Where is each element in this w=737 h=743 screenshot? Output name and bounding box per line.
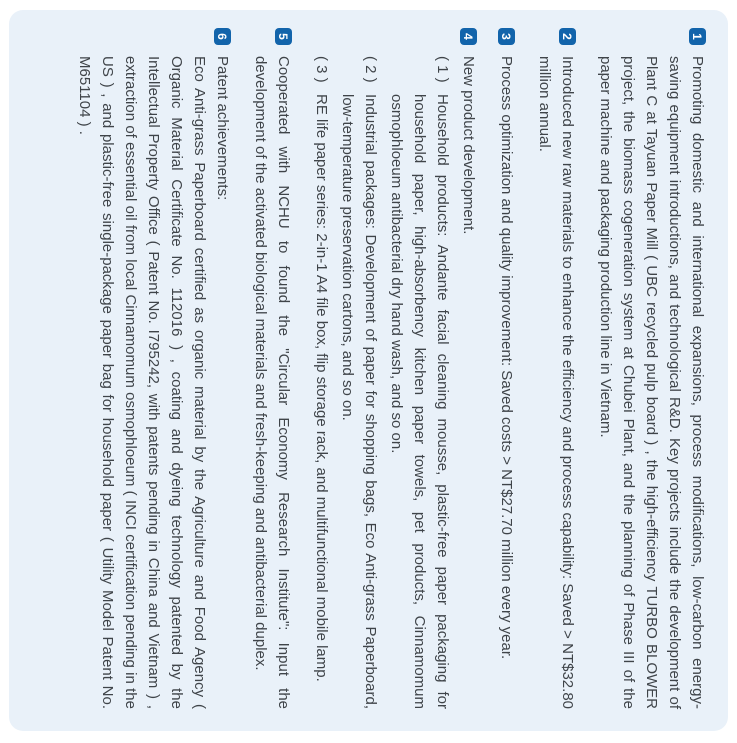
item-text-2: Introduced new raw materials to enhance the efficiency and process capability: Saved > NT$32.80 million annual. (536, 56, 576, 709)
item-text-3: Process optimization and quality improvement: Saved costs > NT$27.70 million every year. (498, 56, 515, 660)
sub-item-1-text: Household products: Andante facial cleaning mousse, plastic-free paper packaging for household paper, high-absorbency kitchen paper towels, pet products, Cinnamomum osmophloeum antibacterial dry hand wash, and so on. (388, 94, 451, 709)
list-item-1 (594, 28, 709, 709)
item-text-4 (310, 56, 480, 709)
item-6-heading: Patent achievements: (214, 56, 231, 201)
sub-item-2-marker: ( 2 ) (362, 56, 379, 83)
sub-item-3 (310, 56, 333, 709)
list-item-6 (73, 28, 234, 709)
sub-item-3-marker: ( 3 ) (313, 56, 330, 83)
item-text-1: Promoting domestic and international expansions, process modifications, low-carbon energy-saving equipment introductions, and technological R&D. Key projects include the development of Plant C at Tayuan Paper Mill ( UBC recycled pulp board ) , the high-efficiency TURBO BLOWER project, the biomass cogeneration system at Chubei Plant, and the planning of Phase III of the paper machine and packaging production line in Vietnam. (597, 56, 706, 709)
list-item-3 (495, 28, 518, 709)
sub-item-2 (336, 56, 382, 709)
item-number-badge-4: 4 (460, 28, 477, 45)
sub-item-1 (385, 56, 454, 709)
list-item-2 (533, 28, 579, 709)
sub-item-1-marker: ( 1 ) (434, 56, 451, 83)
item-number-badge-5: 5 (275, 28, 292, 45)
list-item-5 (249, 28, 295, 709)
item-number-badge-1: 1 (689, 28, 706, 45)
item-number-badge-2: 2 (559, 28, 576, 45)
item-number-badge-3: 3 (498, 28, 515, 45)
item-6-paragraph: Eco Anti-grass Paperboard certified as organic material by the Agriculture and Food Agency ( Organic Material Certificate No. 112016 ) , coating and dyeing technology patented by the Intellectual Property Office ( Patent No. I795242, with patents pending in China and Vietnam ) , extraction of essential oil from local Cinnamomum osmophloeum ( INCI certification pending in the US ) , and plastic-free single-package paper bag for household paper ( Utility Model Patent No. M651104 ) . (76, 56, 208, 709)
content-card (9, 10, 728, 731)
item-text-6 (73, 56, 234, 709)
sub-item-3-text: RE life paper series: 2-in-1 A4 file box, flip storage rack, and multifunctional mobile lamp. (313, 94, 330, 682)
list-item-4 (310, 28, 480, 709)
item-number-badge-6: 6 (214, 28, 231, 45)
item-4-heading: New product development. (460, 56, 477, 235)
item-text-5: Cooperated with NCHU to found the "Circular Economy Research Institute": Input the development of the activated biological materials and fresh-keeping and antibacterial duplex. (252, 56, 292, 709)
sub-item-2-text: Industrial packages: Development of paper for shopping bags, Eco Anti-grass Paperboard, low-temperature preservation cartons, and so on. (339, 94, 379, 709)
